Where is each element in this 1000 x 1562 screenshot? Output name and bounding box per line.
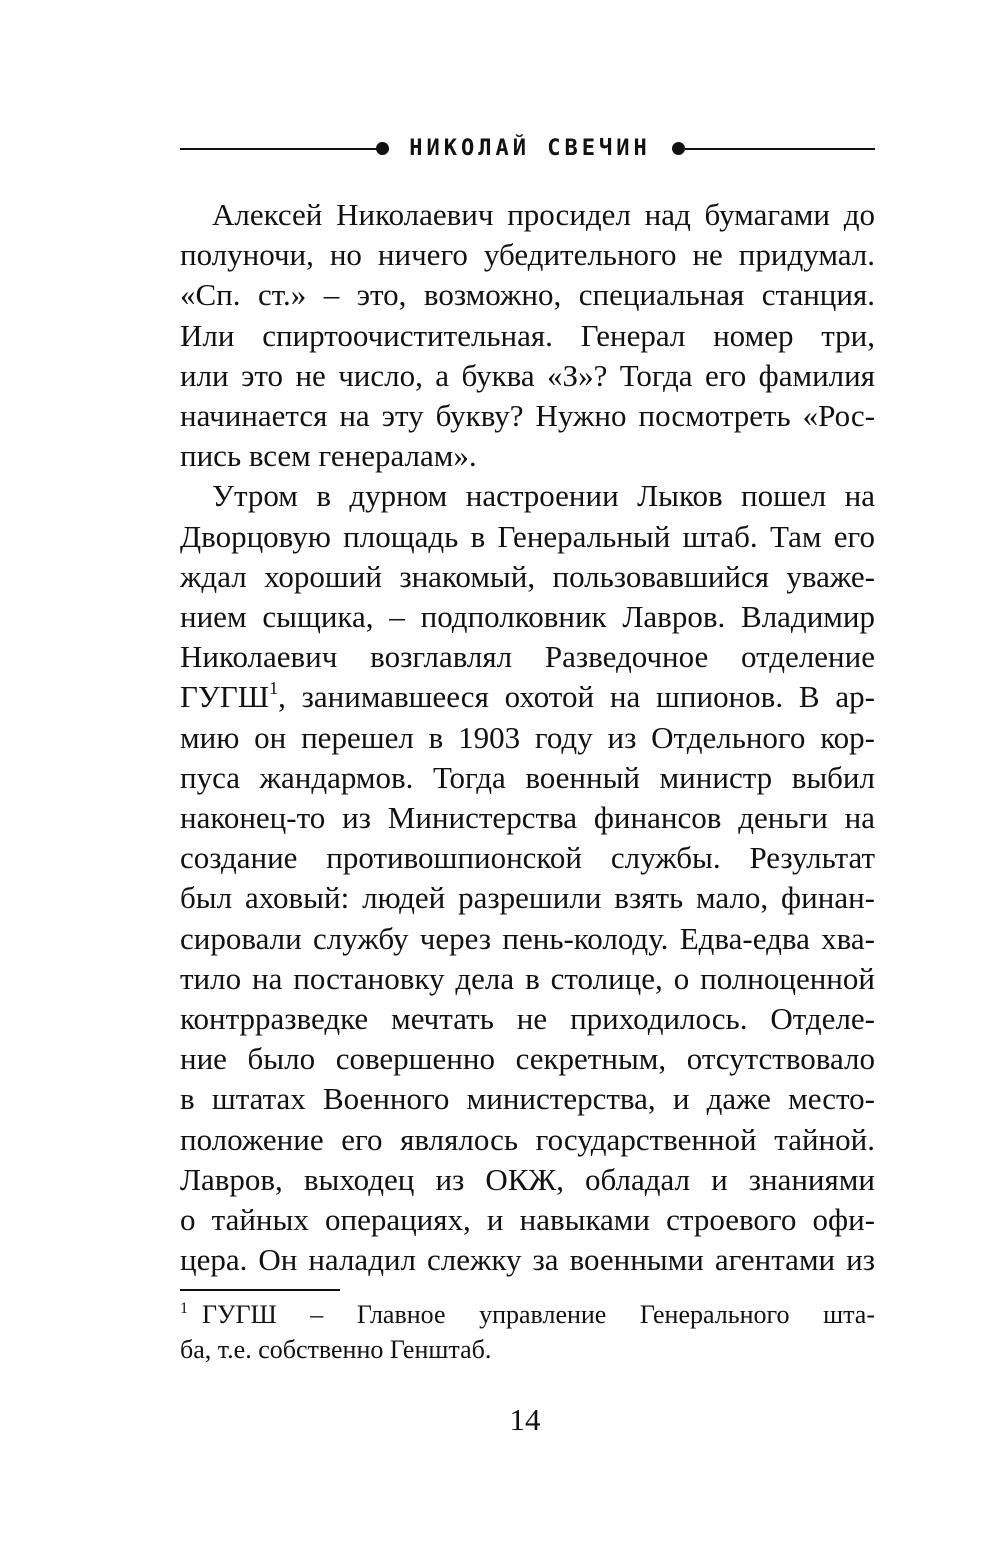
footnote: [180, 1298, 875, 1367]
footnote-separator: [180, 1289, 340, 1291]
text-line: ние было совершенно секретным, отсутствовало: [180, 1041, 875, 1077]
text-line: о тайных операциях, и навыками строевого офи-: [180, 1202, 875, 1238]
text-line: создание противошпионской службы. Результат: [180, 840, 875, 876]
text-line: Или спиртоочистительная. Генерал номер три,: [180, 317, 875, 353]
running-header: [180, 134, 875, 164]
text-fragment: ГУГШ: [180, 679, 270, 715]
footnote-text: ГУГШ – Главное управление Генерального шта-: [202, 1300, 875, 1329]
footnote-line: ба, т.е. собственно Генштаб.: [180, 1334, 492, 1364]
header-rule-right: [685, 148, 875, 150]
text-line: полуночи, но ничего убедительного не придумал.: [180, 237, 875, 273]
text-line: в штатах Военного министерства, и даже место-: [180, 1081, 875, 1117]
text-line: Николаевич возглавлял Разведочное отделение: [180, 639, 875, 675]
page-number: 14: [509, 1402, 541, 1437]
text-line: Лавров, выходец из ОКЖ, обладал и знаниями: [180, 1161, 875, 1197]
header-dot-right-icon: [672, 142, 685, 155]
text-line: контрразведке мечтать не приходилось. Отделе-: [180, 1001, 875, 1037]
text-line: или это не число, а буква «З»? Тогда его фамилия: [180, 357, 875, 393]
footnote-line: [180, 1298, 875, 1333]
text-line: начинается на эту букву? Нужно посмотреть «Рос-: [180, 398, 875, 434]
header-author-name: НИКОЛАЙ СВЕЧИН: [409, 136, 651, 161]
text-line-with-footnote: [180, 677, 875, 717]
text-line: ждал хороший знакомый, пользовавшийся уваже-: [180, 558, 875, 594]
header-dot-left-icon: [376, 142, 389, 155]
footnote-number: 1: [180, 1300, 188, 1317]
header-rule-left: [180, 148, 380, 150]
text-line: цера. Он наладил слежку за военными агентами из: [180, 1242, 875, 1278]
text-line: Дворцовую площадь в Генеральный штаб. Там его: [180, 518, 875, 554]
text-line: Утром в дурном настроении Лыков пошел на: [212, 478, 875, 514]
text-line: пуса жандармов. Тогда военный министр выбил: [180, 759, 875, 795]
text-line: положение его являлось государственной тайной.: [180, 1121, 875, 1157]
text-line: был аховый: людей разрешили взять мало, финан-: [180, 880, 875, 916]
text-line: мию он перешел в 1903 году из Отдельного кор-: [180, 719, 875, 755]
text-line: «Сп. ст.» – это, возможно, специальная станция.: [180, 277, 875, 313]
text-line: пись всем генералам».: [180, 438, 477, 474]
text-line: нием сыщика, – подполковник Лавров. Владимир: [180, 599, 875, 635]
text-line: тило на постановку дела в столице, о полноценной: [180, 960, 875, 996]
text-line: наконец-то из Министерства финансов деньги на: [180, 800, 875, 836]
text-line: сировали службу через пень-колоду. Едва-едва хва-: [180, 920, 875, 956]
text-fragment: , занимавшееся охотой на шпионов. В ар-: [278, 679, 875, 715]
main-text: [180, 195, 875, 1280]
footnote-reference: 1: [269, 678, 279, 699]
text-line: Алексей Николаевич просидел над бумагами до: [212, 197, 875, 232]
